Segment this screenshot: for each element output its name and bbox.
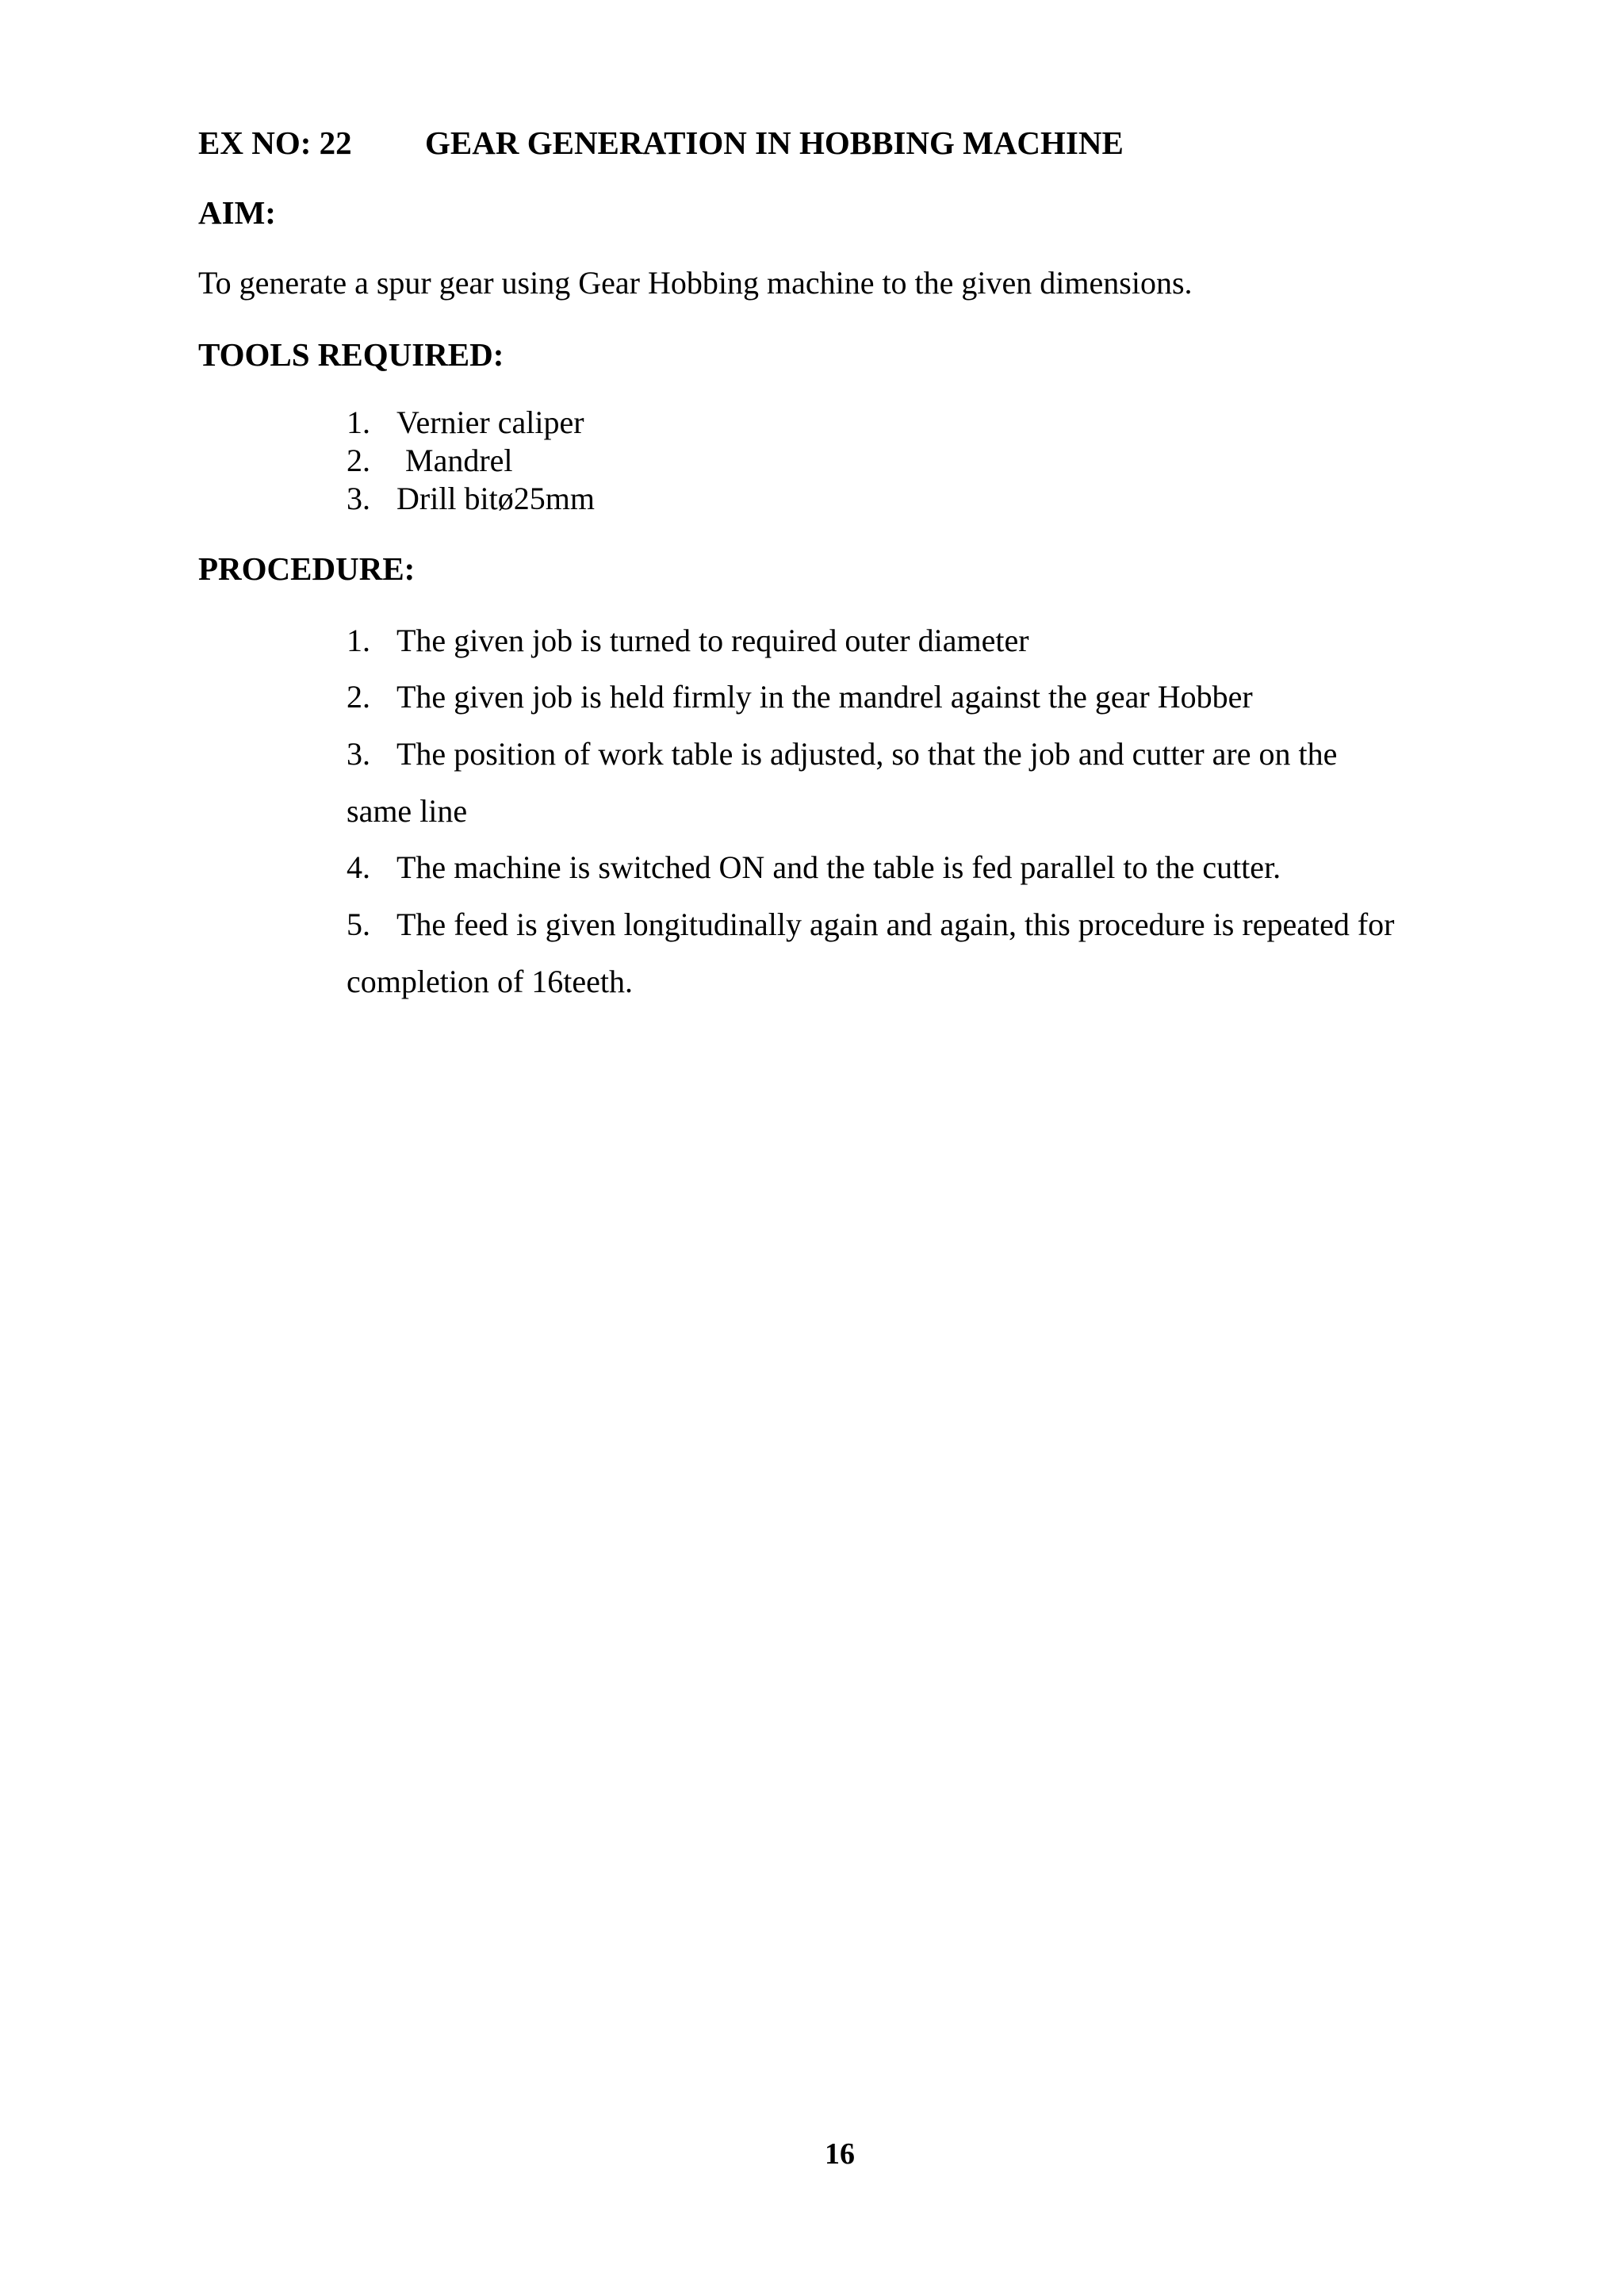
step-text-continuation: same line [347,793,468,829]
step-number: 1. [347,623,370,658]
procedure-step [347,669,1433,726]
procedure-step [347,896,1433,1010]
tool-number: 3. [347,481,370,516]
procedure-step [347,839,1433,896]
tools-heading: TOOLS REQUIRED: [198,336,504,373]
tool-number: 1. [347,404,370,440]
exercise-number: EX NO: 22 [198,125,352,161]
step-text-continuation: completion of 16teeth. [347,964,634,999]
procedure-step [347,612,1433,669]
step-text: The position of work table is adjusted, so that the job and cutter are on the [396,736,1338,772]
step-number: 2. [347,679,370,715]
tool-number: 2. [347,443,370,478]
aim-text: To generate a spur gear using Gear Hobbing machine to the given dimensions. [198,265,1193,301]
tool-name: Vernier caliper [396,404,584,440]
step-number: 4. [347,849,370,885]
procedure-step [347,726,1433,840]
step-text: The machine is switched ON and the table is fed parallel to the cutter. [396,849,1281,885]
aim-heading: AIM: [198,194,276,231]
exercise-title: GEAR GENERATION IN HOBBING MACHINE [425,125,1124,161]
step-number: 3. [347,736,370,772]
step-text: The feed is given longitudinally again and again, this procedure is repeated for [396,907,1395,942]
step-number: 5. [347,907,370,942]
procedure-heading: PROCEDURE: [198,550,416,587]
page-number: 16 [825,2137,855,2171]
tool-name: Drill bitø25mm [396,481,595,516]
step-text: The given job is held firmly in the mandrel against the gear Hobber [396,679,1253,715]
step-text: The given job is turned to required outer diameter [396,623,1029,658]
tool-name: Mandrel [405,443,513,478]
